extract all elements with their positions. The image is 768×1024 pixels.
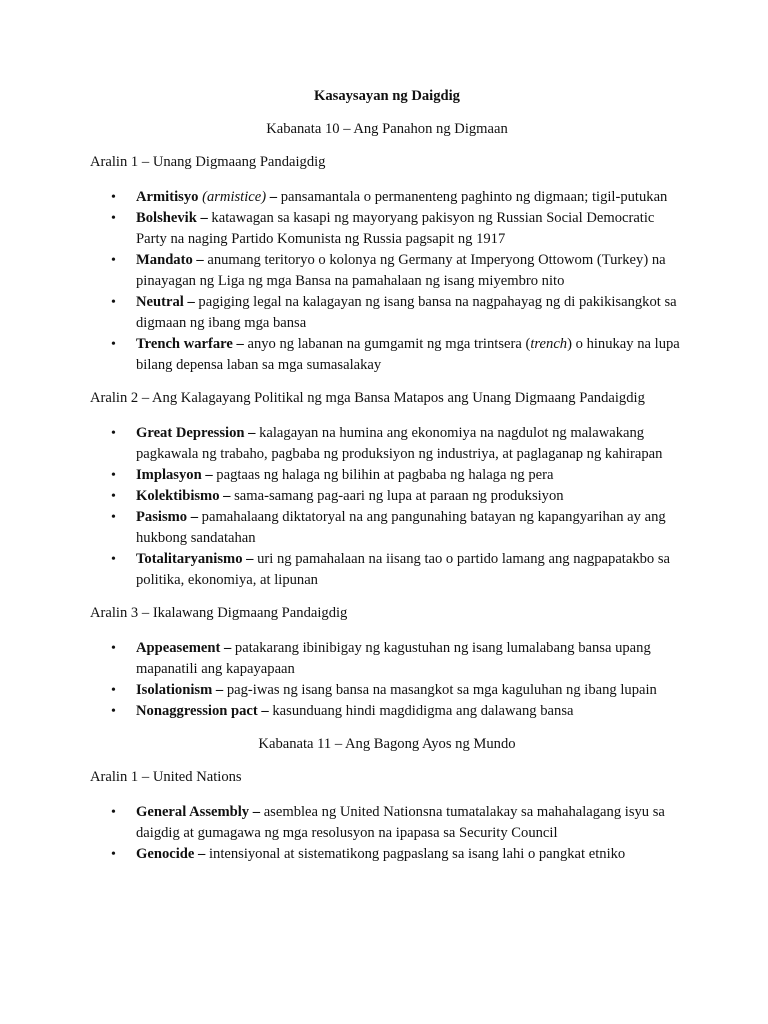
term: Pasismo [136, 509, 188, 525]
lesson-heading: Aralin 1 – United Nations [90, 769, 242, 785]
list-item [111, 486, 684, 507]
bullet-icon: • [111, 190, 116, 205]
list-item [111, 334, 684, 376]
term-separator: – [201, 467, 217, 483]
definition: pansamantala o permanenteng paghinto ng digmaan; tigil-putukan [280, 189, 668, 205]
term-separator: – [187, 509, 202, 525]
list-item [111, 292, 684, 334]
lesson-heading: Aralin 1 – Unang Digmaang Pandaigdig [90, 154, 326, 170]
term: Armitisyo [136, 189, 199, 205]
bullet-icon: • [111, 847, 116, 862]
list-item [111, 187, 684, 208]
term: Mandato [136, 252, 193, 268]
definition: anumang teritoryo o kolonya ng Germany at Imperyong Ottowom (Turkey) na pinayagan ng Liga ng mga Bansa na pamahalaan ng isang miyembro nito [136, 252, 666, 289]
definition: kalagayan na humina ang ekonomiya na nagdulot ng malawakang pagkawala ng trabaho, pagbaba ng produksiyon ng industriya, at paglaganap ng kahirapan [136, 425, 663, 462]
definition: kasunduang hindi magdidigma ang dalawang bansa [272, 703, 574, 719]
term-separator: – [183, 294, 199, 310]
term: Neutral [136, 294, 184, 310]
bullet-icon: • [111, 253, 116, 268]
term: Bolshevik [136, 210, 197, 226]
list-item [111, 507, 684, 549]
term-note: (armistice) [202, 189, 267, 205]
definition: uri ng pamahalaan na iisang tao o partido lamang ang nagpapatakbo sa politika, ekonomiya, at lipunan [136, 551, 671, 588]
chapter-heading: Kabanata 11 – Ang Bagong Ayos ng Mundo [258, 736, 516, 752]
term-separator: – [232, 336, 248, 352]
term: Isolationism [136, 682, 213, 698]
term-separator: – [249, 804, 264, 820]
term: Appeasement [136, 640, 221, 656]
list-item [111, 802, 684, 844]
bullet-icon: • [111, 295, 116, 310]
term-separator: – [212, 682, 227, 698]
definition: anyo ng labanan na gumgamit ng mga trintsera ( [247, 336, 531, 352]
definition: ) o hinukay na lupa bilang depensa laban sa mga sumasalakay [136, 336, 680, 373]
bullet-icon: • [111, 489, 116, 504]
list-item [111, 549, 684, 591]
term-separator: – [266, 189, 281, 205]
term: Totalitaryanismo [136, 551, 243, 567]
list-item [111, 701, 684, 722]
definition: patakarang ibinibigay ng kagustuhan ng isang lumalabang bansa upang mapanatili ang kapayapaan [136, 640, 651, 677]
definition: pagiging legal na kalagayan ng isang bansa na nagpahayag ng di pakikisangkot sa digmaan ng ibang mga bansa [136, 294, 677, 331]
term: General Assembly [136, 804, 250, 820]
term-list [90, 423, 684, 591]
term-list [90, 802, 684, 865]
document-body [90, 86, 684, 877]
lesson-heading: Aralin 3 – Ikalawang Digmaang Pandaigdig [90, 605, 348, 621]
term: Trench warfare [136, 336, 233, 352]
definition: asemblea ng United Nationsna tumatalakay sa mahahalagang isyu sa daigdig at gumagawa ng mga resolusyon na ipapasa sa Security Council [136, 804, 665, 841]
term-separator: – [196, 210, 212, 226]
list-item [111, 208, 684, 250]
document-title: Kasaysayan ng Daigdig [314, 88, 460, 104]
definition: pamahalaang diktatoryal na ang pangunahing batayan ng kapangyarihan ay ang hukbong sandatahan [136, 509, 666, 546]
term-separator: – [192, 252, 208, 268]
definition: katawagan sa kasapi ng mayoryang pakisyon ng Russian Social Democratic Party na naging Partido Komunista ng Russia pagsapit ng 1917 [136, 210, 655, 247]
list-item [111, 423, 684, 465]
term-separator: – [242, 551, 258, 567]
bullet-icon: • [111, 468, 116, 483]
term-separator: – [257, 703, 273, 719]
list-item [111, 638, 684, 680]
bullet-icon: • [111, 805, 116, 820]
definition-emphasis: trench [530, 336, 568, 352]
bullet-icon: • [111, 704, 116, 719]
list-item [111, 465, 684, 486]
bullet-icon: • [111, 211, 116, 226]
bullet-icon: • [111, 426, 116, 441]
term-list [90, 638, 684, 722]
definition: sama-samang pag-aari ng lupa at paraan ng produksiyon [234, 488, 564, 504]
definition: intensiyonal at sistematikong pagpaslang sa isang lahi o pangkat etniko [208, 846, 626, 862]
term-separator: – [219, 488, 235, 504]
bullet-icon: • [111, 552, 116, 567]
list-item [111, 680, 684, 701]
bullet-icon: • [111, 510, 116, 525]
bullet-icon: • [111, 337, 116, 352]
term: Nonaggression pact [136, 703, 258, 719]
list-item [111, 844, 684, 865]
lesson-heading: Aralin 2 – Ang Kalagayang Politikal ng mga Bansa Matapos ang Unang Digmaang Pandaigdig [90, 390, 645, 406]
list-item [111, 250, 684, 292]
term-list [90, 187, 684, 376]
term-separator: – [194, 846, 209, 862]
term: Kolektibismo [136, 488, 220, 504]
chapter-heading: Kabanata 10 – Ang Panahon ng Digmaan [266, 121, 508, 137]
term-separator: – [220, 640, 235, 656]
term: Implasyon [136, 467, 202, 483]
term-separator: – [244, 425, 260, 441]
bullet-icon: • [111, 683, 116, 698]
definition: pag-iwas ng isang bansa na masangkot sa mga kaguluhan ng ibang lupain [226, 682, 657, 698]
bullet-icon: • [111, 641, 116, 656]
term: Great Depression [136, 425, 245, 441]
definition: pagtaas ng halaga ng bilihin at pagbaba ng halaga ng pera [216, 467, 554, 483]
term: Genocide [136, 846, 195, 862]
